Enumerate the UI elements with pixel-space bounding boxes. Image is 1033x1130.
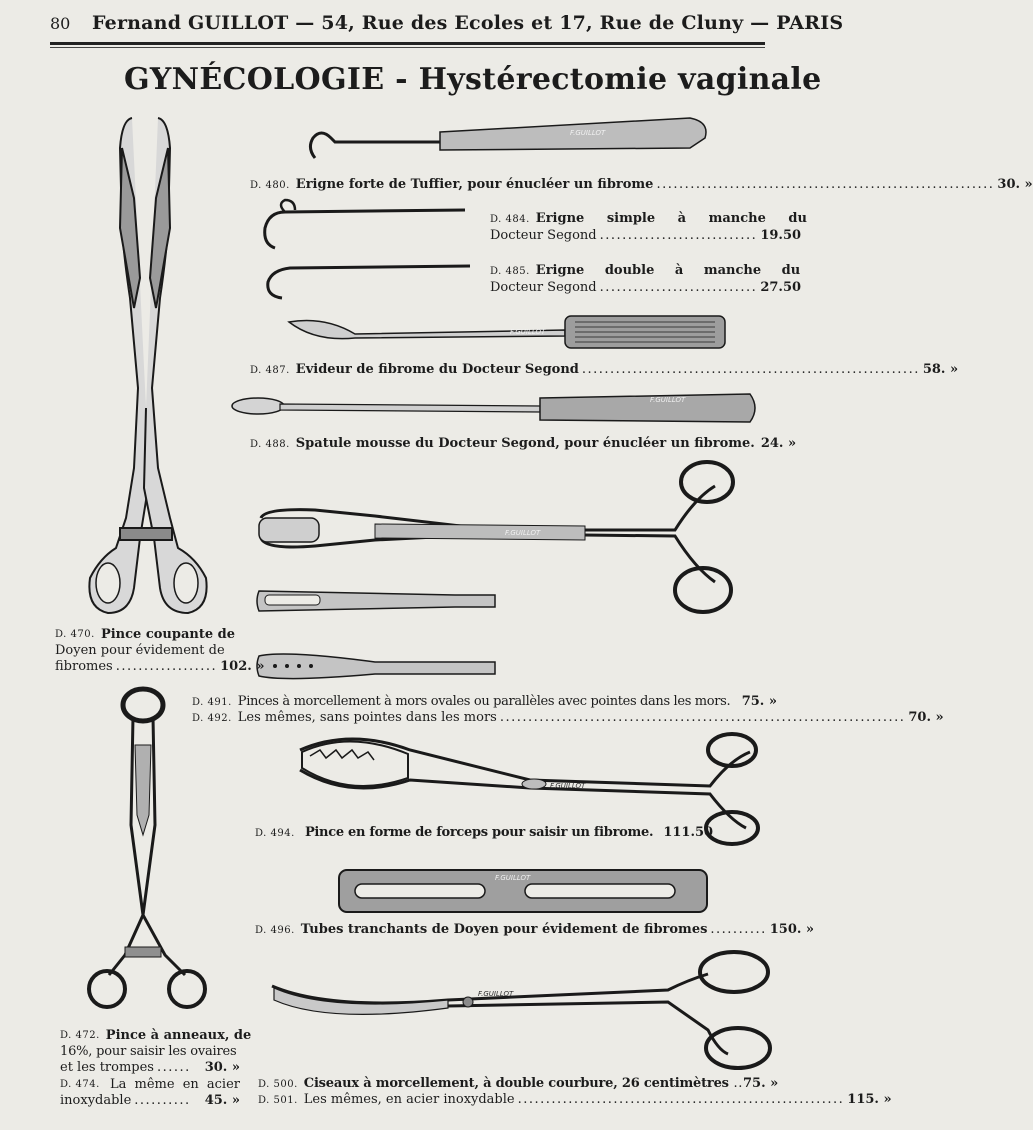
item-price: 19.50 [760,228,802,243]
page-number: 80 [50,14,71,33]
catalog-item-d474: D. 474. La même en acier inoxydable .......... 45. » [60,1077,240,1108]
tuffier-hook-illustration [305,108,715,168]
item-name: Ciseaux à morcellement, à double courbure, 26 centimètres [303,1076,729,1091]
item-price: 58. » [922,362,959,377]
item-name-line2: Docteur Segond [490,280,597,295]
item-name: Tubes tranchants de Doyen pour évidement de fibromes [300,922,708,937]
maker-stamp-3: F.GUILLOT [650,396,686,404]
item-ref: D. 485. [490,266,530,277]
catalog-item-d500: D. 500. Ciseaux à morcellement, à double courbure, 26 centimètres .. 75. » [258,1076,779,1091]
item-name: Erigne simple à manche du [535,211,807,226]
segond-blunt-spatula-illustration [230,390,760,430]
catalog-item-d487: D. 487. Evideur de fibrome du Docteur Segond ............................................................ 58. » [250,362,959,377]
item-name-line2: Docteur Segond [490,228,597,243]
header-rule [50,42,765,45]
page-title: GYNÉCOLOGIE - Hystérectomie vaginale [124,62,822,97]
catalog-item-d488 [250,436,797,453]
header-rule-thin [50,47,765,48]
item-ref: D. 484. [490,214,530,225]
item-name: Erigne double à manche du [535,263,801,278]
catalog-item-d484: D. 484. Erigne simple à manche du Docteur Segond ............................ 19.50 [490,211,807,243]
item-name: Pince coupante de [100,627,235,642]
item-name-line2: inoxydable [60,1093,132,1108]
oval-jaw-detail-illustration [255,585,500,615]
segond-double-hook-illustration [260,258,475,303]
item-price: 111.50 [663,825,714,840]
catalog-item-d494 [255,825,713,842]
maker-stamp-6: F.GUILLOT [495,874,531,882]
catalog-item-d496: D. 496. Tubes tranchants de Doyen pour évidement de fibromes .......... 150. » [255,922,815,937]
catalog-item-d480: D. 480. Erigne forte de Tuffier, pour énucléer un fibrome ............................................................ 30. » [250,177,1033,192]
item-name: Evideur de fibrome du Docteur Segond [295,362,579,377]
item-price: 27.50 [760,280,802,295]
item-ref: D. 496. [255,925,295,936]
item-price: 75. » [742,1076,779,1091]
item-ref: D. 500. [258,1079,298,1090]
item-ref: D. 491. [192,697,232,708]
item-ref: D. 474. [60,1079,100,1090]
item-price: 75. » [741,694,777,709]
item-ref: D. 494. [255,828,295,839]
catalog-item-d472: D. 472. Pince à anneaux, de 16%, pour saisir les ovaires et les trompes ...... 30. » [60,1028,252,1075]
item-ref: D. 472. [60,1030,100,1041]
item-price: 30. » [204,1060,240,1075]
item-ref: D. 492. [192,713,232,724]
item-price: 70. » [908,710,944,725]
publisher-header: Fernand GUILLOT — 54, Rue des Ecoles et 17, Rue de Cluny — PARIS [92,12,844,34]
morcellation-scissors-illustration [268,950,773,1075]
item-name: Pinces à morcellement à mors ovales ou parallèles avec pointes dans les mors. [237,694,731,709]
item-name: Pince en forme de forceps pour saisir un fibrome. [304,825,654,840]
catalog-item-d501: D. 501. Les mêmes, en acier inoxydable .......................................................... 115. » [258,1092,892,1107]
catalog-item-d470: D. 470. Pince coupante de Doyen pour évidement de fibromes .................. 102. » [55,627,265,674]
doyen-cutting-forceps-illustration [60,108,230,623]
maker-stamp-1: F.GUILLOT [570,129,606,137]
item-ref: D. 487. [250,365,290,376]
item-name-line2: Doyen pour évidement de [55,643,225,658]
item-name: Pince à anneaux, de [105,1028,252,1043]
ring-forceps-illustration [85,685,215,1020]
toothed-jaw-detail-illustration [255,648,500,684]
segond-fibroid-corer-illustration [285,312,735,352]
item-ref: D. 480. [250,180,290,191]
item-ref: D. 488. [250,439,290,450]
segond-single-hook-illustration [255,198,470,253]
maker-stamp-7: F.GUILLOT [478,990,514,998]
item-name: La même en acier [110,1077,240,1092]
item-ref: D. 470. [55,629,95,640]
item-price: 150. » [769,922,815,937]
item-price: 45. » [204,1093,240,1108]
item-price: 102. » [220,659,265,674]
item-price: 115. » [847,1092,892,1107]
catalog-item-d491 [192,694,777,711]
item-name: Les mêmes, en acier inoxydable [303,1092,515,1107]
item-ref: D. 501. [258,1095,298,1106]
item-price: 30. » [997,177,1033,192]
catalog-item-d492: D. 492. Les mêmes, sans pointes dans les mors ........................................................................ 70. » [192,710,944,725]
item-name-line3: et les trompes [60,1060,154,1075]
item-price: 24. » [760,436,797,451]
doyen-cutting-tube-illustration [335,866,715,916]
item-name-line3: fibromes [55,659,113,674]
item-name: Spatule mousse du Docteur Segond, pour énucléer un fibrome. [295,436,755,451]
maker-stamp-4: F.GUILLOT [505,529,541,537]
item-name-line2: 16%, pour saisir les ovaires [60,1044,237,1059]
item-name: Les mêmes, sans pointes dans les mors [237,710,497,725]
maker-stamp-2: F.GUILLOT [510,328,546,336]
item-name: Erigne forte de Tuffier, pour énucléer un fibrome [295,177,654,192]
catalog-item-d485: D. 485. Erigne double à manche du Docteur Segond ............................ 27.50 [490,263,802,295]
maker-stamp-5: F.GUILLOT [550,782,586,790]
